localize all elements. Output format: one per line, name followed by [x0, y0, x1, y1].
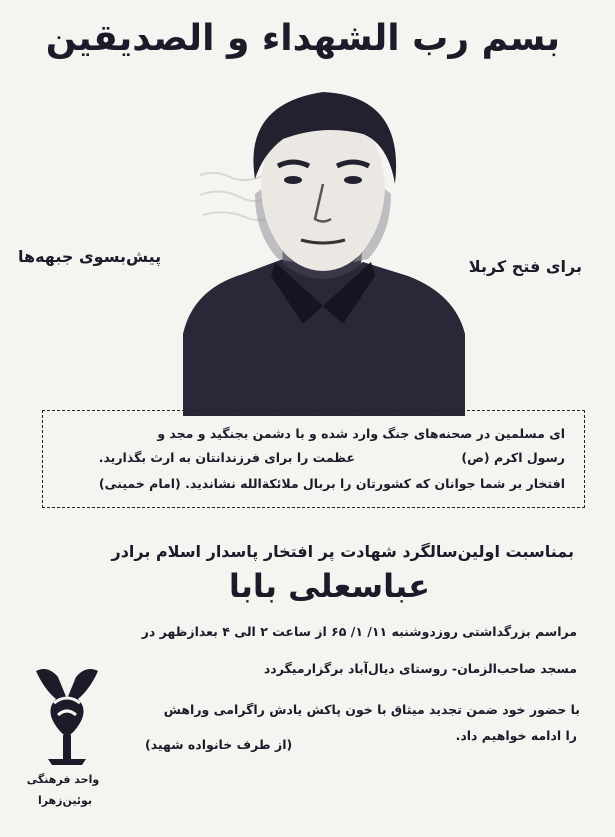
continue-line: را ادامه خواهیم داد.	[455, 728, 577, 743]
ceremony-line: مراسم بزرگداشتی روزدوشنبه ۱۱/ ۱/ ۶۵ از ساعت ۲ الی ۴ بعدازظهر در	[141, 624, 577, 639]
presence-line: با حضور خود ضمن تجدید میثاق با خون پاکش یادش راگرامی وراهش	[163, 702, 580, 717]
cultural-unit-logo-icon	[28, 663, 106, 767]
unit-label: واحد فرهنگی	[26, 773, 100, 786]
occasion-line: بمناسبت اولین‌سالگرد شهادت پر افتخار پاسدار اسلام برادر	[111, 542, 574, 561]
quote-line-3: افتخار بر شما جوانان که کشورتان را بربال ملائکة‌الله نشاندید. (امام خمینی)	[98, 476, 565, 491]
family-signature: (از طرف خانواده شهید)	[145, 737, 293, 752]
unit-place: بوئین‌زهرا	[37, 794, 93, 807]
location-line: مسجد صاحب‌الزمان- روستای دیال‌آباد برگزارمیگردد	[263, 661, 577, 676]
slogan-right: برای فتح کربلا	[468, 257, 582, 276]
martyr-name: عباسعلی بابا	[228, 567, 430, 605]
quote-line-2: عظمت را برای فرزندانتان به ارث بگذارید.	[98, 450, 355, 465]
slogan-left: پیش‌بسوی جبهه‌ها	[18, 247, 162, 266]
martyr-portrait	[183, 84, 465, 416]
poster-title: بسم رب الشهداء و الصديقين	[45, 18, 560, 59]
quote-line-1: ای مسلمین در صحنه‌های جنگ وارد شده و با دشمن بجنگید و مجد و	[157, 426, 565, 441]
quote-attribution-prophet: رسول اکرم (ص)	[461, 450, 565, 465]
